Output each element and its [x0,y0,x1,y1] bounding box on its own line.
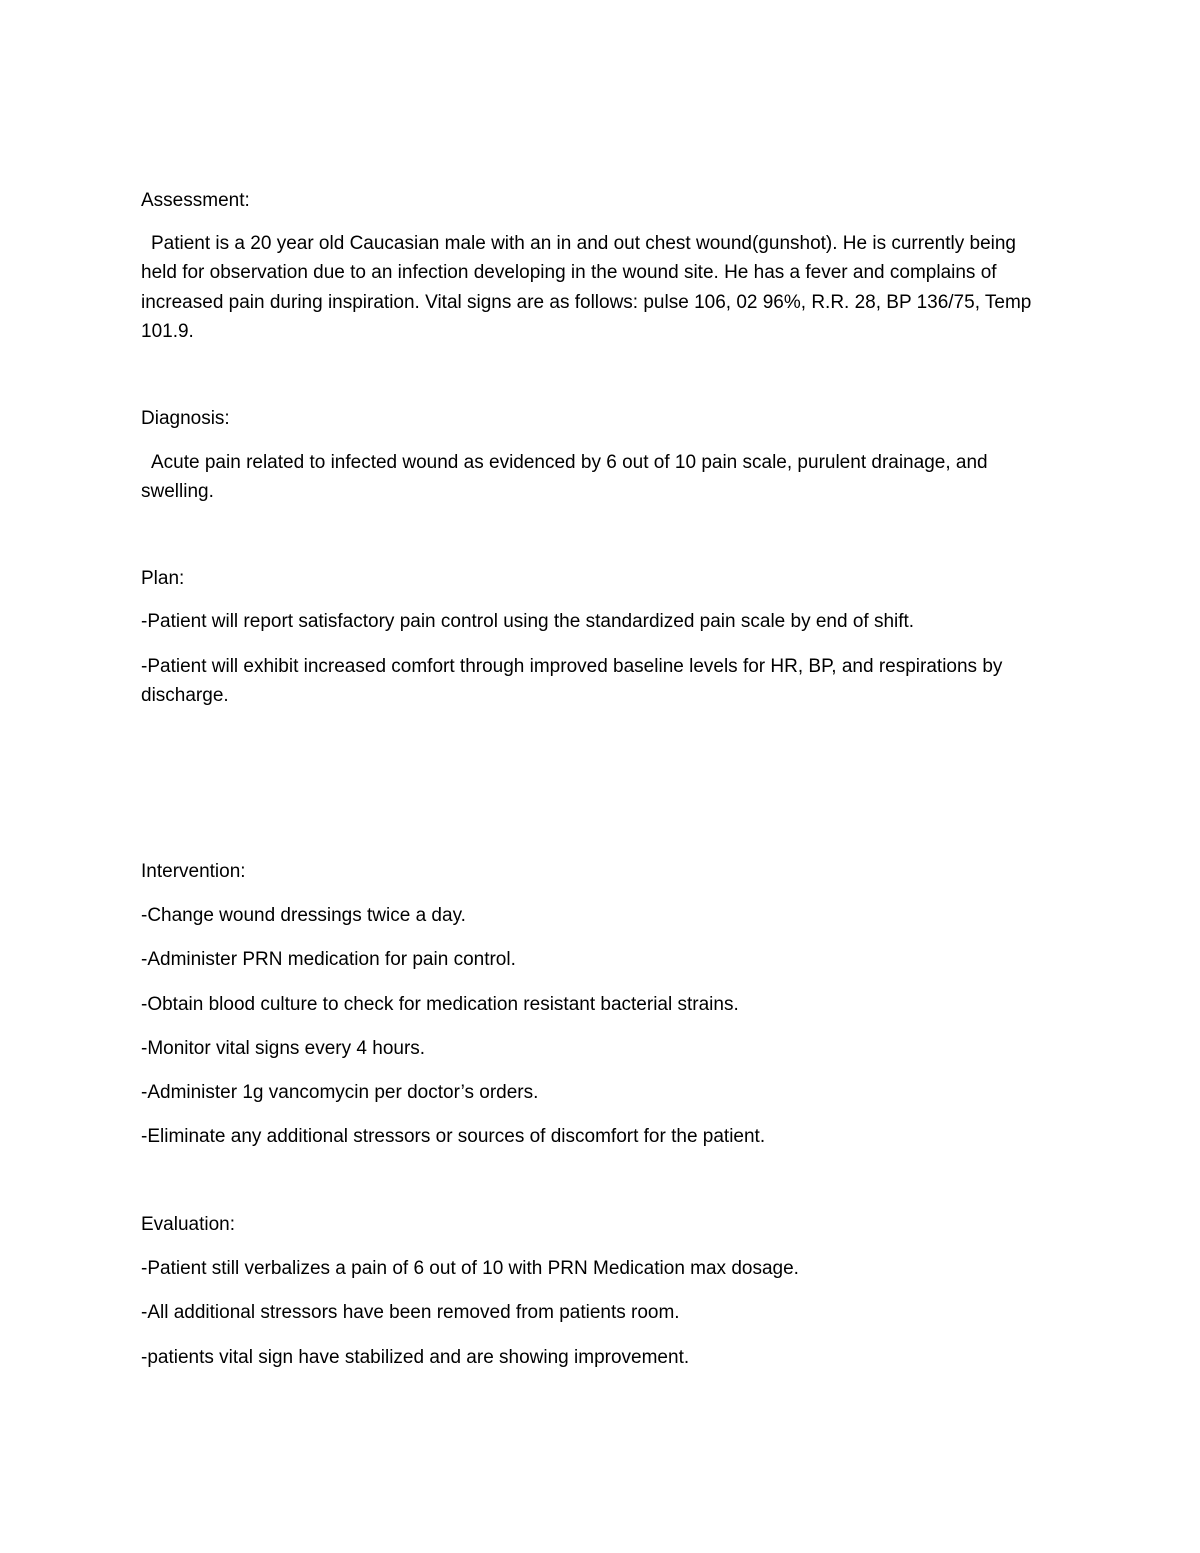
evaluation-heading: Evaluation: [141,1214,236,1235]
intervention-item: -Change wound dressings twice a day. [141,905,466,926]
diagnosis-heading: Diagnosis: [141,408,230,429]
evaluation-item: -patients vital sign have stabilized and are showing improvement. [141,1347,690,1368]
plan-item: -Patient will exhibit increased comfort through improved baseline levels for HR, BP, and respirations by discharge. [141,656,1003,707]
evaluation-item: -All additional stressors have been removed from patients room. [141,1302,680,1323]
diagnosis-text: Acute pain related to infected wound as evidenced by 6 out of 10 pain scale, purulent drainage, and swelling. [141,452,988,503]
intervention-item: -Monitor vital signs every 4 hours. [141,1038,426,1059]
intervention-item: -Eliminate any additional stressors or sources of discomfort for the patient. [141,1126,766,1147]
plan-item: -Patient will report satisfactory pain control using the standardized pain scale by end of shift. [141,611,915,632]
evaluation-item: -Patient still verbalizes a pain of 6 out of 10 with PRN Medication max dosage. [141,1258,799,1279]
assessment-heading: Assessment: [141,190,250,211]
intervention-item: -Administer 1g vancomycin per doctor’s orders. [141,1082,539,1103]
assessment-text: Patient is a 20 year old Caucasian male with an in and out chest wound(gunshot). He is currently being held for observation due to an infection developing in the wound site. He has a fever and complains of increased pain during inspiration. Vital signs are as follows: pulse 106, 02 96%, R.R. 28, BP 136/75, Temp 101.9. [141,233,1032,342]
plan-heading: Plan: [141,568,185,589]
intervention-item: -Administer PRN medication for pain control. [141,949,516,970]
intervention-heading: Intervention: [141,861,246,882]
intervention-item: -Obtain blood culture to check for medication resistant bacterial strains. [141,994,739,1015]
